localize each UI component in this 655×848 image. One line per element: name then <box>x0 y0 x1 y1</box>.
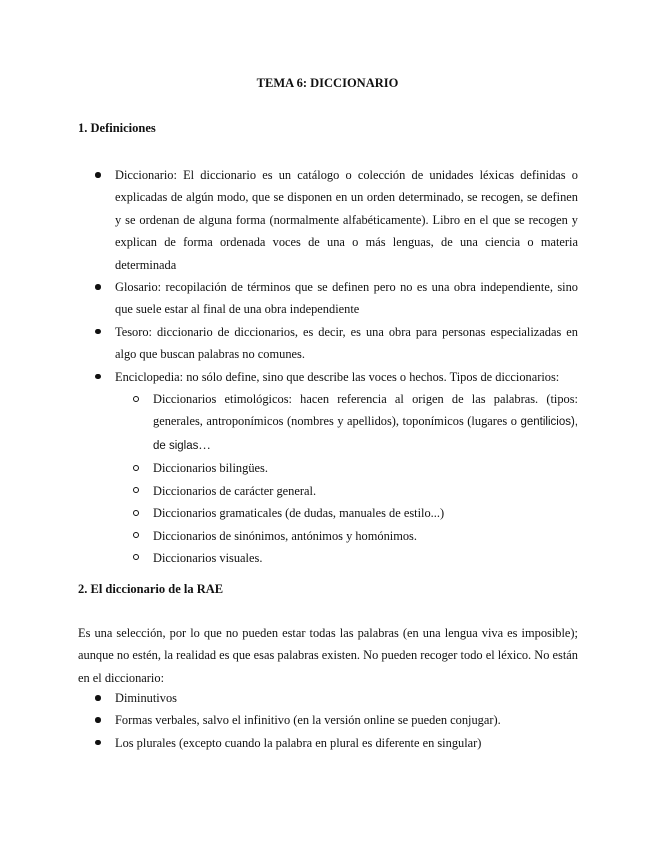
etimologicos-text-cont: gentilicios), de siglas <box>153 416 578 452</box>
dictionary-types-list <box>115 388 578 569</box>
etimologicos-ellipsis: … <box>198 437 211 452</box>
subitem-etimologicos <box>115 388 578 457</box>
subitem-sinonimos: Diccionarios de sinónimos, antónimos y homónimos. <box>115 525 578 547</box>
list-item-formas-verbales: Formas verbales, salvo el infinitivo (en la versión online se pueden conjugar). <box>78 709 578 731</box>
definitions-list <box>78 164 578 569</box>
list-item-diminutivos: Diminutivos <box>78 687 578 709</box>
etimologicos-text: Diccionarios etimológicos: hacen referencia al origen de las palabras. (tipos: generales, antroponímicos (nombres y apellidos), toponímicos (lugares o <box>153 392 578 429</box>
subitem-bilingues: Diccionarios bilingües. <box>115 457 578 479</box>
list-item-glosario: Glosario: recopilación de términos que se definen pero no es una obra independiente, sino que suele estar al final de una obra independiente <box>78 276 578 321</box>
subitem-visuales: Diccionarios visuales. <box>115 547 578 569</box>
list-item-tesoro: Tesoro: diccionario de diccionarios, es decir, es una obra para personas especializadas en algo que buscan palabras no comunes. <box>78 321 578 366</box>
not-in-dictionary-list <box>78 687 578 754</box>
subitem-gramaticales: Diccionarios gramaticales (de dudas, manuales de estilo...) <box>115 502 578 524</box>
list-item-enciclopedia <box>78 366 578 570</box>
list-item-diccionario: Diccionario: El diccionario es un catálogo o colección de unidades léxicas definidas o explicadas de algún modo, que se disponen en un orden determinado, se recogen, se definen y se ordenan de alguna forma (normalmente alfabéticamente). Libro en el que se recogen y explican de forma ordenada voces de una o más lenguas, de una ciencia o materia determinada <box>78 164 578 276</box>
rae-paragraph: Es una selección, por lo que no pueden estar todas las palabras (en una lengua viva es imposible); aunque no estén, la realidad es que esas palabras existen. No pueden recoger todo el léxico. No están en el diccionario: <box>78 626 578 685</box>
section-heading-rae: 2. El diccionario de la RAE <box>78 582 224 596</box>
list-item-plurales: Los plurales (excepto cuando la palabra en plural es diferente en singular) <box>78 732 578 754</box>
subitem-general: Diccionarios de carácter general. <box>115 480 578 502</box>
section-heading-definiciones: 1. Definiciones <box>78 121 156 135</box>
page-title: TEMA 6: DICCIONARIO <box>256 76 399 90</box>
enciclopedia-text: Enciclopedia: no sólo define, sino que describe las voces o hechos. Tipos de diccionarios: <box>115 369 560 384</box>
